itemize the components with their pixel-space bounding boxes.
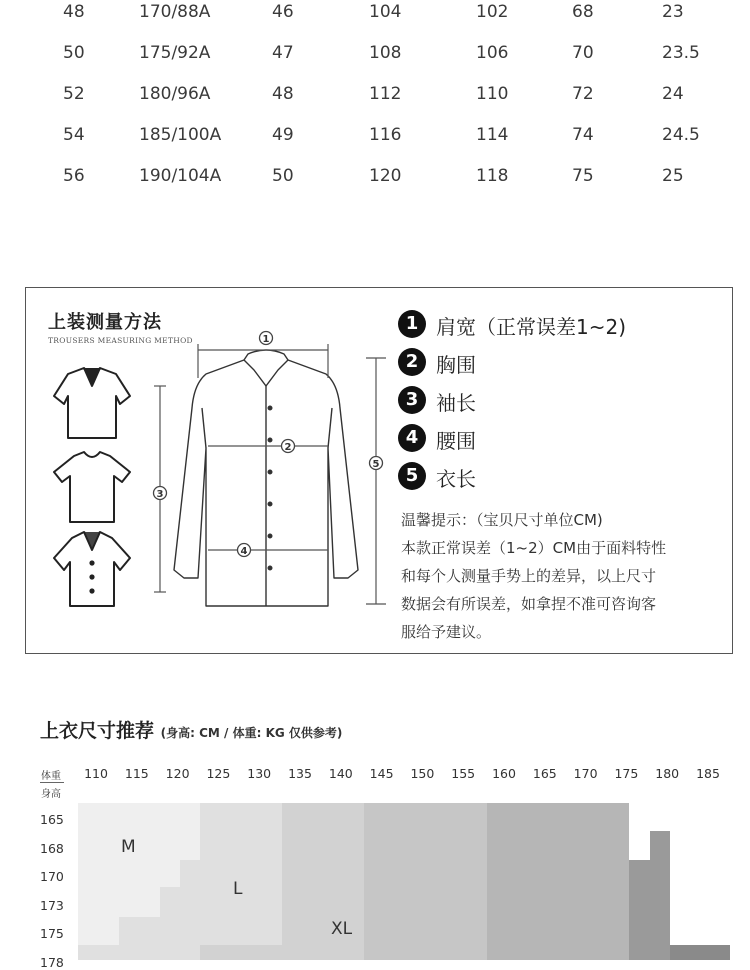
measuring-title: 上装测量方法 <box>48 312 162 333</box>
weight-tick: 175 <box>614 766 639 781</box>
table-cell: 23 <box>662 2 684 22</box>
weight-tick: 170 <box>573 766 598 781</box>
table-cell: 180/96A <box>139 84 211 104</box>
legend-label: 腰围 <box>436 429 476 453</box>
table-cell: 120 <box>369 166 402 186</box>
marker-4: 4 <box>240 546 248 557</box>
weight-tick: 185 <box>696 766 720 781</box>
size-region-9 <box>160 887 180 960</box>
table-cell: 48 <box>272 84 294 104</box>
size-region-0 <box>487 803 629 960</box>
table-cell: 47 <box>272 43 294 63</box>
table-cell: 56 <box>63 166 85 186</box>
table-cell: 102 <box>476 2 509 22</box>
weight-tick: 180 <box>655 766 680 781</box>
weight-tick: 160 <box>492 766 516 781</box>
height-tick: 178 <box>40 955 64 970</box>
table-cell: 116 <box>369 125 402 145</box>
measuring-subtitle: TROUSERS MEASURING METHOD <box>48 336 193 345</box>
table-cell: 106 <box>476 43 509 63</box>
table-cell: 190/104A <box>139 166 222 186</box>
table-cell: 170/88A <box>139 2 211 22</box>
table-cell: 118 <box>476 166 509 186</box>
axis-corner-divider <box>40 782 64 783</box>
table-cell: 112 <box>369 84 402 104</box>
table-cell: 50 <box>63 43 85 63</box>
note-line: 服给予建议。 <box>401 623 492 641</box>
table-cell: 72 <box>572 84 594 104</box>
table-cell: 25 <box>662 166 684 186</box>
table-cell: 110 <box>476 84 509 104</box>
legend-label: 衣长 <box>436 467 476 491</box>
note-line: 温馨提示：（宝贝尺寸单位CM) <box>401 511 603 529</box>
weight-tick: 115 <box>124 766 149 781</box>
table-cell: 23.5 <box>662 43 700 63</box>
legend-number: 4 <box>398 424 426 452</box>
legend-label: 胸围 <box>436 353 476 377</box>
table-cell: 49 <box>272 125 294 145</box>
marker-2: 2 <box>284 442 292 453</box>
weight-tick: 140 <box>328 766 353 781</box>
weight-tick: 110 <box>84 766 108 781</box>
table-cell: 74 <box>572 125 594 145</box>
legend-label: 肩宽（正常误差1~2) <box>436 315 627 339</box>
table-cell: 50 <box>272 166 294 186</box>
table-cell: 68 <box>572 2 594 22</box>
weight-tick: 155 <box>451 766 476 781</box>
legend-number: 1 <box>398 310 426 338</box>
weight-tick: 120 <box>165 766 190 781</box>
table-cell: 70 <box>572 43 594 63</box>
table-cell: 175/92A <box>139 43 211 63</box>
height-tick: 175 <box>40 926 64 941</box>
recommend-title-note: (身高: CM / 体重: KG 仅供参考) <box>160 726 343 740</box>
weight-tick: 150 <box>410 766 435 781</box>
table-cell: 75 <box>572 166 594 186</box>
table-cell: 52 <box>63 84 85 104</box>
table-cell: 54 <box>63 125 85 145</box>
height-tick: 165 <box>40 812 64 827</box>
note-line: 数据会有所误差，如拿捏不准可咨询客 <box>401 595 657 613</box>
marker-1: 1 <box>262 334 270 345</box>
size-region-10 <box>119 917 160 960</box>
legend-number: 3 <box>398 386 426 414</box>
size-label-l: L <box>233 879 243 899</box>
weight-tick: 165 <box>532 766 557 781</box>
table-cell: 24.5 <box>662 125 700 145</box>
weight-tick: 125 <box>206 766 231 781</box>
size-region-11 <box>78 945 119 960</box>
weight-tick: 135 <box>288 766 312 781</box>
table-cell: 104 <box>369 2 402 22</box>
legend-number: 5 <box>398 462 426 490</box>
height-tick: 170 <box>40 869 64 884</box>
marker-3: 3 <box>156 489 164 500</box>
table-cell: 185/100A <box>139 125 222 145</box>
size-region-14 <box>200 945 282 960</box>
size-region-7 <box>670 945 730 960</box>
weight-tick: 145 <box>369 766 394 781</box>
size-label-xl: XL <box>331 919 353 939</box>
weight-axis-label: 体重 <box>41 771 61 782</box>
size-label-m: M <box>121 837 136 857</box>
table-cell: 108 <box>369 43 402 63</box>
size-region-13 <box>282 860 302 960</box>
size-region-5 <box>629 860 670 960</box>
table-cell: 24 <box>662 84 684 104</box>
weight-tick: 130 <box>247 766 272 781</box>
size-region-6 <box>650 831 670 860</box>
size-region-8 <box>180 860 200 960</box>
table-cell: 46 <box>272 2 294 22</box>
height-tick: 168 <box>40 841 64 856</box>
height-axis-label: 身高 <box>41 789 61 800</box>
note-line: 和每个人测量手势上的差异，以上尺寸 <box>401 567 657 585</box>
legend-label: 袖长 <box>436 391 476 415</box>
recommend-title-text: 上衣尺寸推荐 <box>40 720 155 742</box>
size-region-1 <box>364 803 487 960</box>
note-line: 本款正常误差（1~2）CM由于面料特性 <box>401 539 667 557</box>
table-cell: 114 <box>476 125 509 145</box>
legend-number: 2 <box>398 348 426 376</box>
marker-5: 5 <box>372 459 380 470</box>
height-tick: 173 <box>40 898 64 913</box>
table-cell: 48 <box>63 2 85 22</box>
